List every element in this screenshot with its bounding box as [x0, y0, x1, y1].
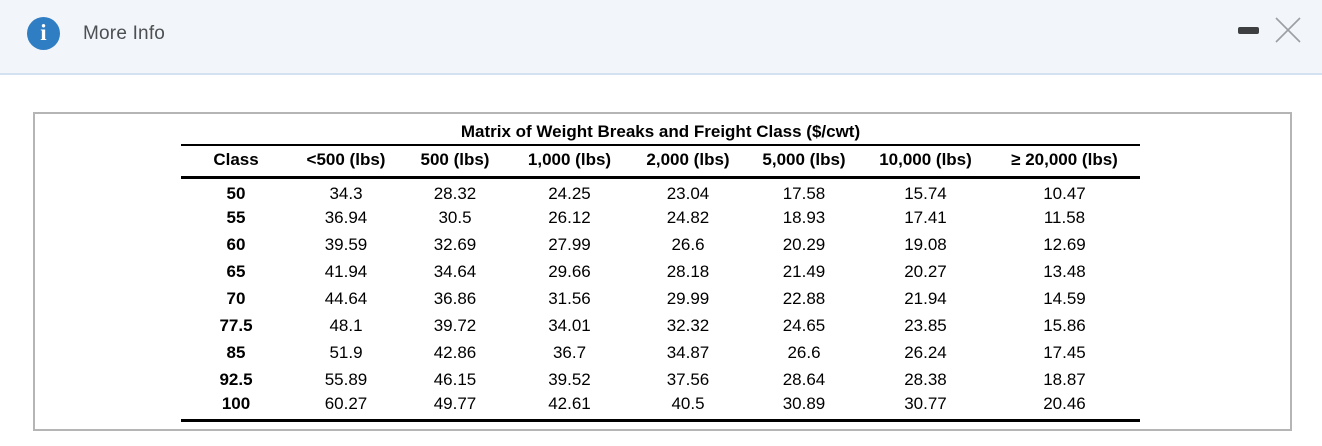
table-cell: 28.64 — [782, 370, 826, 389]
column-header: Class — [181, 145, 291, 178]
table-cell: 26.6 — [787, 343, 821, 362]
table-cell: 17.41 — [904, 208, 947, 227]
table-cell: 18.87 — [1043, 370, 1086, 389]
column-header: 500 (lbs) — [401, 145, 509, 178]
table-row — [181, 367, 1140, 394]
table-cell: 14.59 — [1043, 289, 1086, 308]
table-cell: 19.08 — [904, 235, 947, 254]
table-cell: 15.74 — [904, 183, 947, 203]
table-cell: 28.18 — [666, 262, 710, 281]
row-class-cell: 92.5 — [219, 370, 253, 389]
table-body — [181, 178, 1140, 421]
table-cell: 44.64 — [324, 289, 368, 308]
table-cell: 18.93 — [782, 208, 826, 227]
table-cell: 15.86 — [1043, 316, 1086, 335]
row-class-cell: 100 — [181, 394, 291, 421]
table-cell: 36.7 — [552, 343, 587, 362]
table-row — [181, 178, 1140, 205]
table-cell: 29.66 — [548, 262, 591, 281]
table-cell: 31.56 — [548, 289, 591, 308]
table-cell: 20.46 — [989, 394, 1140, 421]
table-cell: 26.6 — [671, 235, 705, 254]
table-cell: 40.5 — [630, 394, 746, 421]
table-cell: 39.52 — [548, 370, 591, 389]
row-class-cell: 65 — [226, 262, 246, 281]
info-icon — [27, 17, 60, 50]
content-panel — [33, 112, 1292, 431]
minimize-icon — [1238, 27, 1259, 34]
row-class-cell: 70 — [226, 289, 246, 308]
table-cell: 51.9 — [329, 343, 363, 362]
table-cell: 48.1 — [329, 316, 363, 335]
column-header: 5,000 (lbs) — [746, 145, 862, 178]
table-cell: 34.64 — [433, 262, 477, 281]
row-class-cell: 55 — [226, 208, 246, 227]
table-cell: 30.5 — [438, 208, 472, 227]
table-cell: 30.77 — [862, 394, 989, 421]
table-row — [181, 259, 1140, 286]
window-controls — [1237, 0, 1322, 60]
table-cell: 30.89 — [746, 394, 862, 421]
table-cell: 34.3 — [329, 183, 363, 203]
table-cell: 24.25 — [548, 183, 591, 203]
table-cell: 26.24 — [904, 343, 947, 362]
table-cell: 42.86 — [433, 343, 477, 362]
table-cell: 60.27 — [291, 394, 401, 421]
table-row — [181, 205, 1140, 232]
table-cell: 36.94 — [324, 208, 368, 227]
table-cell: 21.94 — [904, 289, 947, 308]
table-cell: 27.99 — [548, 235, 591, 254]
row-class-cell: 85 — [226, 343, 246, 362]
table-cell: 13.48 — [1043, 262, 1086, 281]
column-header: 10,000 (lbs) — [862, 145, 989, 178]
table-header-row — [181, 145, 1140, 178]
table-cell: 12.69 — [1043, 235, 1086, 254]
table-cell: 36.86 — [433, 289, 477, 308]
table-cell: 41.94 — [324, 262, 368, 281]
table-cell: 17.58 — [782, 183, 826, 203]
row-class-cell: 77.5 — [219, 316, 253, 335]
table-row — [181, 340, 1140, 367]
minimize-button[interactable] — [1237, 15, 1259, 45]
window-title: More Info — [83, 22, 166, 44]
table-row — [181, 313, 1140, 340]
table-title: Matrix of Weight Breaks and Freight Class ($/cwt) — [460, 122, 861, 141]
table-cell: 28.32 — [433, 183, 477, 203]
table-cell: 22.88 — [782, 289, 826, 308]
row-class-cell: 50 — [226, 183, 246, 203]
table-cell: 42.61 — [509, 394, 630, 421]
table-cell: 34.87 — [666, 343, 710, 362]
table-cell: 32.69 — [433, 235, 477, 254]
table-cell: 37.56 — [666, 370, 710, 389]
table-cell: 29.99 — [666, 289, 710, 308]
close-button[interactable] — [1272, 14, 1304, 46]
column-header: ≥ 20,000 (lbs) — [989, 145, 1140, 178]
table-cell: 39.72 — [433, 316, 477, 335]
info-icon-glyph: i — [40, 20, 47, 45]
table-cell: 32.32 — [666, 316, 710, 335]
row-class-cell: 60 — [226, 235, 246, 254]
column-header: 1,000 (lbs) — [509, 145, 630, 178]
table-cell: 21.49 — [782, 262, 826, 281]
table-cell: 46.15 — [433, 370, 477, 389]
table-header — [181, 145, 1140, 178]
table-cell: 24.65 — [782, 316, 826, 335]
table-cell: 24.82 — [666, 208, 710, 227]
table-cell: 11.58 — [1043, 208, 1086, 227]
table-row — [181, 232, 1140, 259]
table-row — [181, 394, 1140, 421]
table-cell: 26.12 — [548, 208, 591, 227]
titlebar — [0, 0, 1322, 75]
table-cell: 10.47 — [1043, 183, 1086, 203]
table-cell: 34.01 — [548, 316, 591, 335]
table-cell: 49.77 — [401, 394, 509, 421]
table-cell: 20.27 — [904, 262, 947, 281]
freight-class-matrix-table — [181, 122, 1140, 422]
table-cell: 17.45 — [1043, 343, 1086, 362]
table-cell: 39.59 — [324, 235, 368, 254]
table-cell: 55.89 — [324, 370, 368, 389]
table-cell: 28.38 — [904, 370, 947, 389]
table-cell: 23.85 — [904, 316, 947, 335]
table-cell: 20.29 — [782, 235, 826, 254]
table-row — [181, 286, 1140, 313]
close-icon — [1273, 15, 1303, 45]
table-cell: 23.04 — [666, 183, 710, 203]
column-header: <500 (lbs) — [291, 145, 401, 178]
column-header: 2,000 (lbs) — [630, 145, 746, 178]
